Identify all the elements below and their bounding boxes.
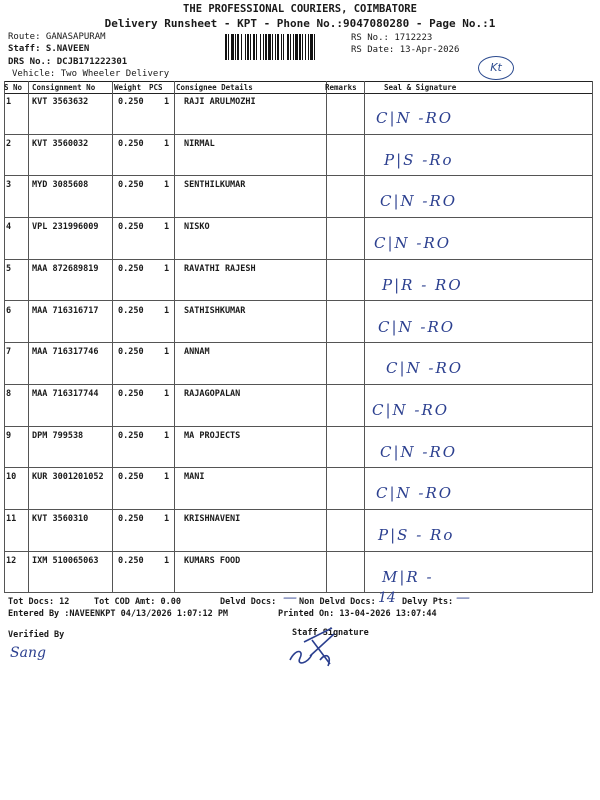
row-serial-number: 4	[6, 222, 12, 233]
route-label: Route: GANASAPURAM	[8, 32, 106, 42]
barcode-bar	[228, 34, 229, 60]
row-handwritten-signature: M|R -	[382, 567, 434, 586]
row-consignee: RAJI ARULMOZHI	[184, 97, 256, 107]
column-header-signature: Seal & Signature	[384, 83, 457, 92]
staff-signature-label: Staff Signature	[292, 628, 369, 638]
row-weight: 0.250	[118, 388, 144, 399]
row-weight: 0.250	[118, 97, 144, 107]
row-consignment-number: IXM 510065063	[32, 555, 99, 566]
barcode-bar	[277, 34, 279, 60]
row-consignment-number: MAA 716317746	[32, 347, 99, 358]
row-pieces: 1	[164, 430, 170, 441]
row-handwritten-signature: C|N -RO	[376, 109, 454, 127]
barcode-bar	[225, 34, 227, 60]
column-header-consignee: Consignee Details	[176, 83, 253, 92]
row-weight: 0.250	[118, 514, 144, 524]
barcode-bar	[305, 34, 306, 60]
row-pieces: 1	[164, 305, 170, 316]
delivered-docs-handwritten: —	[283, 590, 297, 606]
table-row	[4, 427, 593, 469]
row-pieces: 1	[164, 263, 170, 274]
barcode-bar	[281, 34, 282, 60]
row-serial-number: 2	[6, 138, 12, 149]
vehicle-label: Vehicle: Two Wheeler Delivery	[12, 69, 170, 79]
total-cod-amount: Tot COD Amt: 0.00	[94, 597, 181, 607]
rs-number: RS No.: 1712223	[351, 33, 433, 43]
row-consignment-number: KVT 3563632	[32, 97, 89, 107]
row-consignee: NISKO	[184, 222, 210, 233]
table-row	[4, 176, 593, 218]
staff-label: Staff: S.NAVEEN	[8, 44, 90, 54]
row-pieces: 1	[164, 138, 170, 149]
barcode-bar	[287, 34, 289, 60]
barcode-bar	[295, 34, 298, 60]
entered-by: Entered By :NAVEENKPT 04/13/2026 1:07:12 PM	[8, 609, 229, 619]
table-row	[4, 302, 593, 344]
row-consignment-number: KUR 3001201052	[32, 472, 104, 483]
runsheet-subtitle: Delivery Runsheet - KPT - Phone No.:9047080280 - Page No.:1	[104, 17, 496, 30]
barcode-bar	[272, 34, 273, 60]
row-consignment-number: DPM 799538	[32, 430, 84, 441]
barcode-bar	[245, 34, 246, 60]
row-consignment-number: MAA 716316717	[32, 305, 99, 316]
runsheet-title: THE PROFESSIONAL COURIERS, COIMBATORE	[183, 3, 417, 15]
row-serial-number: 9	[6, 430, 12, 441]
row-weight: 0.250	[118, 430, 144, 441]
row-consignee: RAJAGOPALAN	[184, 388, 241, 399]
row-weight: 0.250	[118, 472, 144, 483]
row-weight: 0.250	[118, 263, 144, 274]
barcode-bar	[253, 34, 255, 60]
barcode-bar	[263, 34, 264, 60]
row-consignee: RAVATHI RAJESH	[184, 263, 256, 274]
row-weight: 0.250	[118, 138, 144, 149]
table-row	[4, 468, 593, 510]
table-row	[4, 260, 593, 302]
row-consignee: NIRMAL	[184, 138, 215, 149]
row-serial-number: 3	[6, 180, 12, 191]
barcode-bar	[290, 34, 291, 60]
column-header-pcs: PCS	[149, 83, 163, 92]
row-serial-number: 6	[6, 305, 12, 316]
row-weight: 0.250	[118, 347, 144, 358]
row-pieces: 1	[164, 514, 170, 524]
barcode-bar	[237, 34, 239, 60]
row-pieces: 1	[164, 222, 170, 233]
printed-on: Printed On: 13-04-2026 13:07:44	[278, 609, 437, 619]
table-row	[4, 385, 593, 427]
barcode-bar	[293, 34, 294, 60]
row-serial-number: 5	[6, 263, 12, 274]
row-pieces: 1	[164, 555, 170, 566]
row-consignee: MANI	[184, 472, 205, 483]
column-header-remarks: Remarks	[325, 83, 357, 92]
delivery-points-label: Delvy Pts:	[402, 597, 454, 607]
row-consignee: KRISHNAVENI	[184, 514, 241, 524]
table-row	[4, 510, 593, 552]
row-consignment-number: MAA 872689819	[32, 263, 99, 274]
row-handwritten-signature: C|N -RO	[386, 359, 464, 378]
row-serial-number: 11	[6, 514, 17, 524]
table-row	[4, 135, 593, 177]
non-delivered-docs-handwritten: 14	[378, 590, 396, 606]
row-serial-number: 8	[6, 388, 12, 399]
barcode-bar	[302, 34, 303, 60]
barcode-bar	[256, 34, 257, 60]
row-handwritten-signature: C|N -RO	[374, 234, 452, 253]
non-delivered-docs-label: Non Delvd Docs:	[299, 597, 376, 607]
barcode-bar	[275, 34, 276, 60]
table-top-border	[4, 81, 593, 82]
row-consignee: SENTHILKUMAR	[184, 180, 246, 191]
row-handwritten-signature: P|R - RO	[382, 275, 463, 294]
row-consignee: SATHISHKUMAR	[184, 305, 246, 316]
row-consignee: KUMARS FOOD	[184, 555, 241, 566]
row-handwritten-signature: C|N -RO	[378, 317, 456, 336]
row-weight: 0.250	[118, 555, 144, 566]
column-header-sno: S No	[4, 83, 23, 92]
row-handwritten-signature: P|S - Ro	[378, 526, 455, 544]
total-docs: Tot Docs: 12	[8, 597, 70, 607]
row-consignment-number: VPL 231996009	[32, 222, 99, 233]
delivery-points-handwritten: —	[456, 590, 470, 606]
row-pieces: 1	[164, 97, 170, 107]
barcode-bar	[260, 34, 261, 60]
barcode-bar	[310, 34, 313, 60]
barcode-bar	[247, 34, 249, 60]
row-pieces: 1	[164, 180, 170, 191]
table-row	[4, 218, 593, 260]
table-row	[4, 343, 593, 385]
row-handwritten-signature: P|S -Ro	[384, 150, 454, 169]
row-consignee: ANNAM	[184, 347, 210, 358]
row-pieces: 1	[164, 472, 170, 483]
row-consignee: MA PROJECTS	[184, 430, 241, 441]
handwritten-circle-mark: Kt	[478, 56, 514, 80]
row-weight: 0.250	[118, 222, 144, 233]
drs-label: DRS No.: DCJB171222301	[8, 57, 128, 67]
column-header-consignment: Consignment No	[32, 83, 96, 92]
table-row	[4, 93, 593, 135]
delivered-docs-label: Delvd Docs:	[220, 597, 277, 607]
barcode-bar	[241, 34, 242, 60]
row-weight: 0.250	[118, 180, 144, 191]
barcode-bar	[283, 34, 284, 60]
row-consignment-number: MAA 716317744	[32, 388, 99, 399]
row-consignment-number: KVT 3560310	[32, 514, 89, 524]
verified-by-signature: Sang	[10, 645, 46, 661]
verified-by-label: Verified By	[8, 630, 65, 640]
row-handwritten-signature: C|N -RO	[380, 442, 458, 461]
row-consignment-number: KVT 3560032	[32, 138, 89, 149]
row-pieces: 1	[164, 388, 170, 399]
barcode-bar	[265, 34, 267, 60]
barcode-bar	[231, 34, 234, 60]
table-row	[4, 552, 593, 594]
staff-signature-scribble	[282, 620, 342, 675]
runsheet-table	[4, 81, 593, 593]
row-serial-number: 10	[6, 472, 17, 483]
row-serial-number: 1	[6, 97, 12, 107]
barcode-bar	[250, 34, 251, 60]
row-handwritten-signature: C|N -RO	[372, 400, 450, 419]
barcode	[225, 34, 347, 60]
rs-date: RS Date: 13-Apr-2026	[351, 45, 460, 55]
barcode-bar	[314, 34, 315, 60]
row-separator	[4, 592, 593, 593]
row-serial-number: 7	[6, 347, 12, 358]
barcode-bar	[235, 34, 236, 60]
barcode-bar	[308, 34, 309, 60]
row-consignment-number: MYD 3085608	[32, 180, 89, 191]
row-handwritten-signature: C|N -RO	[380, 192, 458, 211]
barcode-bar	[268, 34, 271, 60]
row-pieces: 1	[164, 347, 170, 358]
barcode-bar	[299, 34, 301, 60]
row-serial-number: 12	[6, 555, 17, 566]
column-header-weight: Weight	[114, 83, 142, 92]
row-handwritten-signature: C|N -RO	[376, 484, 454, 503]
row-weight: 0.250	[118, 305, 144, 316]
